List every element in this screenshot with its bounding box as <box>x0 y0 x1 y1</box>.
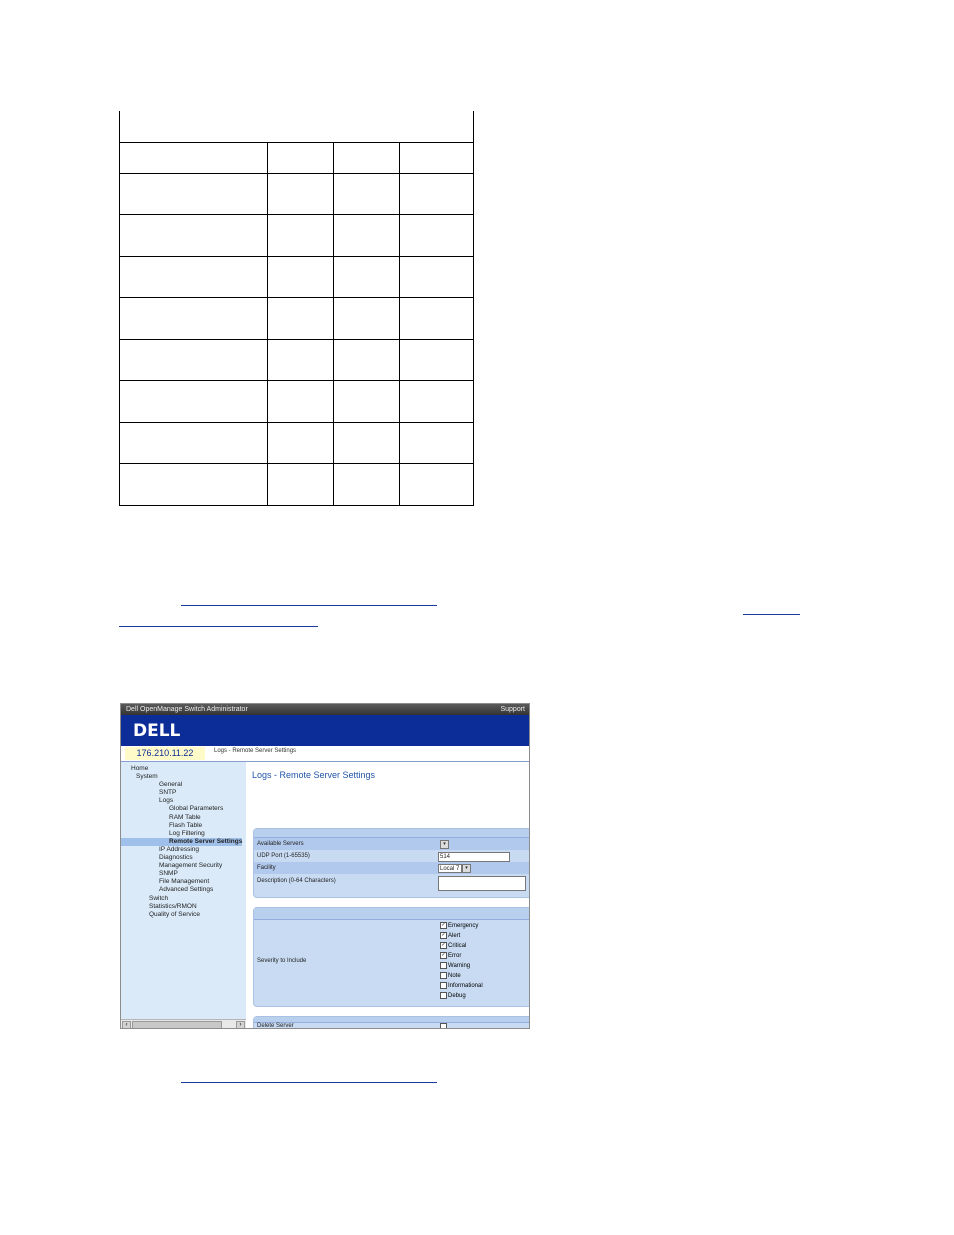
severity-error-checkbox[interactable] <box>440 952 461 959</box>
checkbox-checked-icon[interactable]: ✓ <box>441 952 446 958</box>
table-row <box>120 256 474 298</box>
panel-header <box>254 1017 530 1023</box>
doc-table <box>119 111 474 506</box>
tree-item-logs[interactable]: Logs <box>159 797 174 805</box>
checkbox-label: Error <box>448 953 462 960</box>
checkbox-label: Note <box>448 973 461 980</box>
table-row <box>120 298 474 340</box>
checkbox-label: Informational <box>448 983 483 990</box>
description-label: Description (0-64 Characters) <box>257 878 336 884</box>
severity-panel <box>253 907 530 1007</box>
tree-item-ip-addressing[interactable]: IP Addressing <box>159 845 199 853</box>
horizontal-scrollbar[interactable] <box>121 1019 246 1029</box>
tree-item-global-parameters[interactable]: Global Parameters <box>169 805 224 813</box>
delete-server-checkbox[interactable] <box>440 1023 448 1029</box>
available-servers-dropdown[interactable]: ▾ <box>440 840 449 849</box>
tree-item-ram-table[interactable]: RAM Table <box>169 813 201 821</box>
table-row <box>120 464 474 506</box>
page-title: Logs - Remote Server Settings <box>252 770 376 780</box>
table-caption-row <box>120 111 474 143</box>
tree-item-snmp[interactable]: SNMP <box>159 870 178 878</box>
udp-port-label: UDP Port (1-65535) <box>257 853 310 859</box>
nav-tree <box>121 765 242 919</box>
checkbox-label: Critical <box>448 943 467 950</box>
tree-item-log-filtering[interactable]: Log Filtering <box>169 829 205 837</box>
table-cell <box>120 143 268 173</box>
checkbox-empty-icon[interactable] <box>440 1023 447 1029</box>
udp-port-input[interactable]: 514 <box>438 852 510 862</box>
severity-emergency-checkbox[interactable] <box>440 922 478 929</box>
panel-header <box>254 829 530 838</box>
dell-logo: DELL <box>133 721 181 741</box>
checkbox-label: Alert <box>448 933 461 940</box>
severity-label: Severity to Include <box>257 958 307 964</box>
table-cell <box>334 143 400 173</box>
window-title: Dell OpenManage Switch Administrator <box>126 706 248 713</box>
severity-alert-checkbox[interactable] <box>440 932 460 939</box>
checkbox-empty-icon[interactable] <box>440 972 447 979</box>
checkbox-label: Warning <box>448 963 471 970</box>
nav-tree-panel <box>121 762 246 1029</box>
tree-item-system[interactable]: System <box>136 773 158 781</box>
tree-item-sntp[interactable]: SNTP <box>159 789 177 797</box>
tree-item-management-security[interactable]: Management Security <box>159 862 223 870</box>
table-header-row <box>120 143 474 173</box>
tree-item-home[interactable]: Home <box>131 765 149 772</box>
table-row <box>120 339 474 381</box>
checkbox-empty-icon[interactable] <box>440 982 447 989</box>
checkbox-label: Debug <box>448 993 466 1000</box>
hyperlink-underline[interactable] <box>743 614 800 615</box>
brand-banner <box>121 715 529 746</box>
severity-informational-checkbox[interactable] <box>440 982 483 989</box>
table-cell <box>268 143 334 173</box>
tree-item-general[interactable]: General <box>159 781 183 789</box>
server-settings-panel <box>253 828 530 898</box>
description-row <box>254 874 530 894</box>
table-row <box>120 381 474 423</box>
scroll-left-icon[interactable]: ‹ <box>122 1021 131 1029</box>
table-cell <box>400 143 474 173</box>
tree-item-file-management[interactable]: File Management <box>159 878 210 886</box>
checkbox-checked-icon[interactable]: ✓ <box>441 922 446 928</box>
severity-warning-checkbox[interactable] <box>440 962 470 969</box>
facility-label: Facility <box>257 865 276 871</box>
severity-note-checkbox[interactable] <box>440 972 461 979</box>
checkbox-empty-icon[interactable] <box>440 962 447 969</box>
available-servers-label: Available Servers <box>257 841 304 847</box>
tree-item-flash-table[interactable]: Flash Table <box>169 821 203 829</box>
app-screenshot <box>120 703 530 1029</box>
breadcrumb: Logs - Remote Server Settings <box>214 748 297 754</box>
tree-item-diagnostics[interactable]: Diagnostics <box>159 854 193 862</box>
table-row <box>120 215 474 257</box>
support-link[interactable]: Support <box>500 706 525 713</box>
hyperlink-underline[interactable] <box>119 626 318 627</box>
table-caption-cell <box>120 111 474 143</box>
delete-server-label: Delete Server <box>257 1023 294 1029</box>
available-servers-row <box>254 838 530 850</box>
tree-item-advanced-settings[interactable]: Advanced Settings <box>159 886 214 894</box>
delete-server-panel <box>253 1016 530 1029</box>
title-bar <box>121 704 529 715</box>
tree-item-switch[interactable]: Switch <box>149 894 169 902</box>
device-bar <box>121 746 529 762</box>
tree-item-remote-server-settings[interactable]: Remote Server Settings <box>121 838 242 846</box>
tree-item-statistics-rmon[interactable]: Statistics/RMON <box>149 902 197 910</box>
facility-row <box>254 862 530 874</box>
device-ip: 176.210.11.22 <box>125 747 205 760</box>
table-row <box>120 173 474 215</box>
checkbox-checked-icon[interactable]: ✓ <box>441 942 446 948</box>
severity-critical-checkbox[interactable] <box>440 942 466 949</box>
tree-item-quality-of-service[interactable]: Quality of Service <box>149 910 200 918</box>
description-input[interactable] <box>438 876 526 891</box>
udp-port-row <box>254 850 530 862</box>
main-content <box>246 762 530 1029</box>
scroll-thumb[interactable] <box>132 1021 222 1029</box>
severity-debug-checkbox[interactable] <box>440 992 466 999</box>
scroll-right-icon[interactable]: › <box>236 1021 245 1029</box>
facility-dropdown-icon[interactable]: ▾ <box>462 864 471 873</box>
panel-header <box>254 908 530 920</box>
table-row <box>120 422 474 464</box>
checkbox-empty-icon[interactable] <box>440 992 447 999</box>
checkbox-label: Emergency <box>448 923 479 930</box>
checkbox-checked-icon[interactable]: ✓ <box>441 932 446 938</box>
facility-select[interactable]: Local 7 <box>438 864 462 873</box>
hyperlink-underline[interactable] <box>181 605 437 606</box>
hyperlink-underline[interactable] <box>181 1082 437 1083</box>
